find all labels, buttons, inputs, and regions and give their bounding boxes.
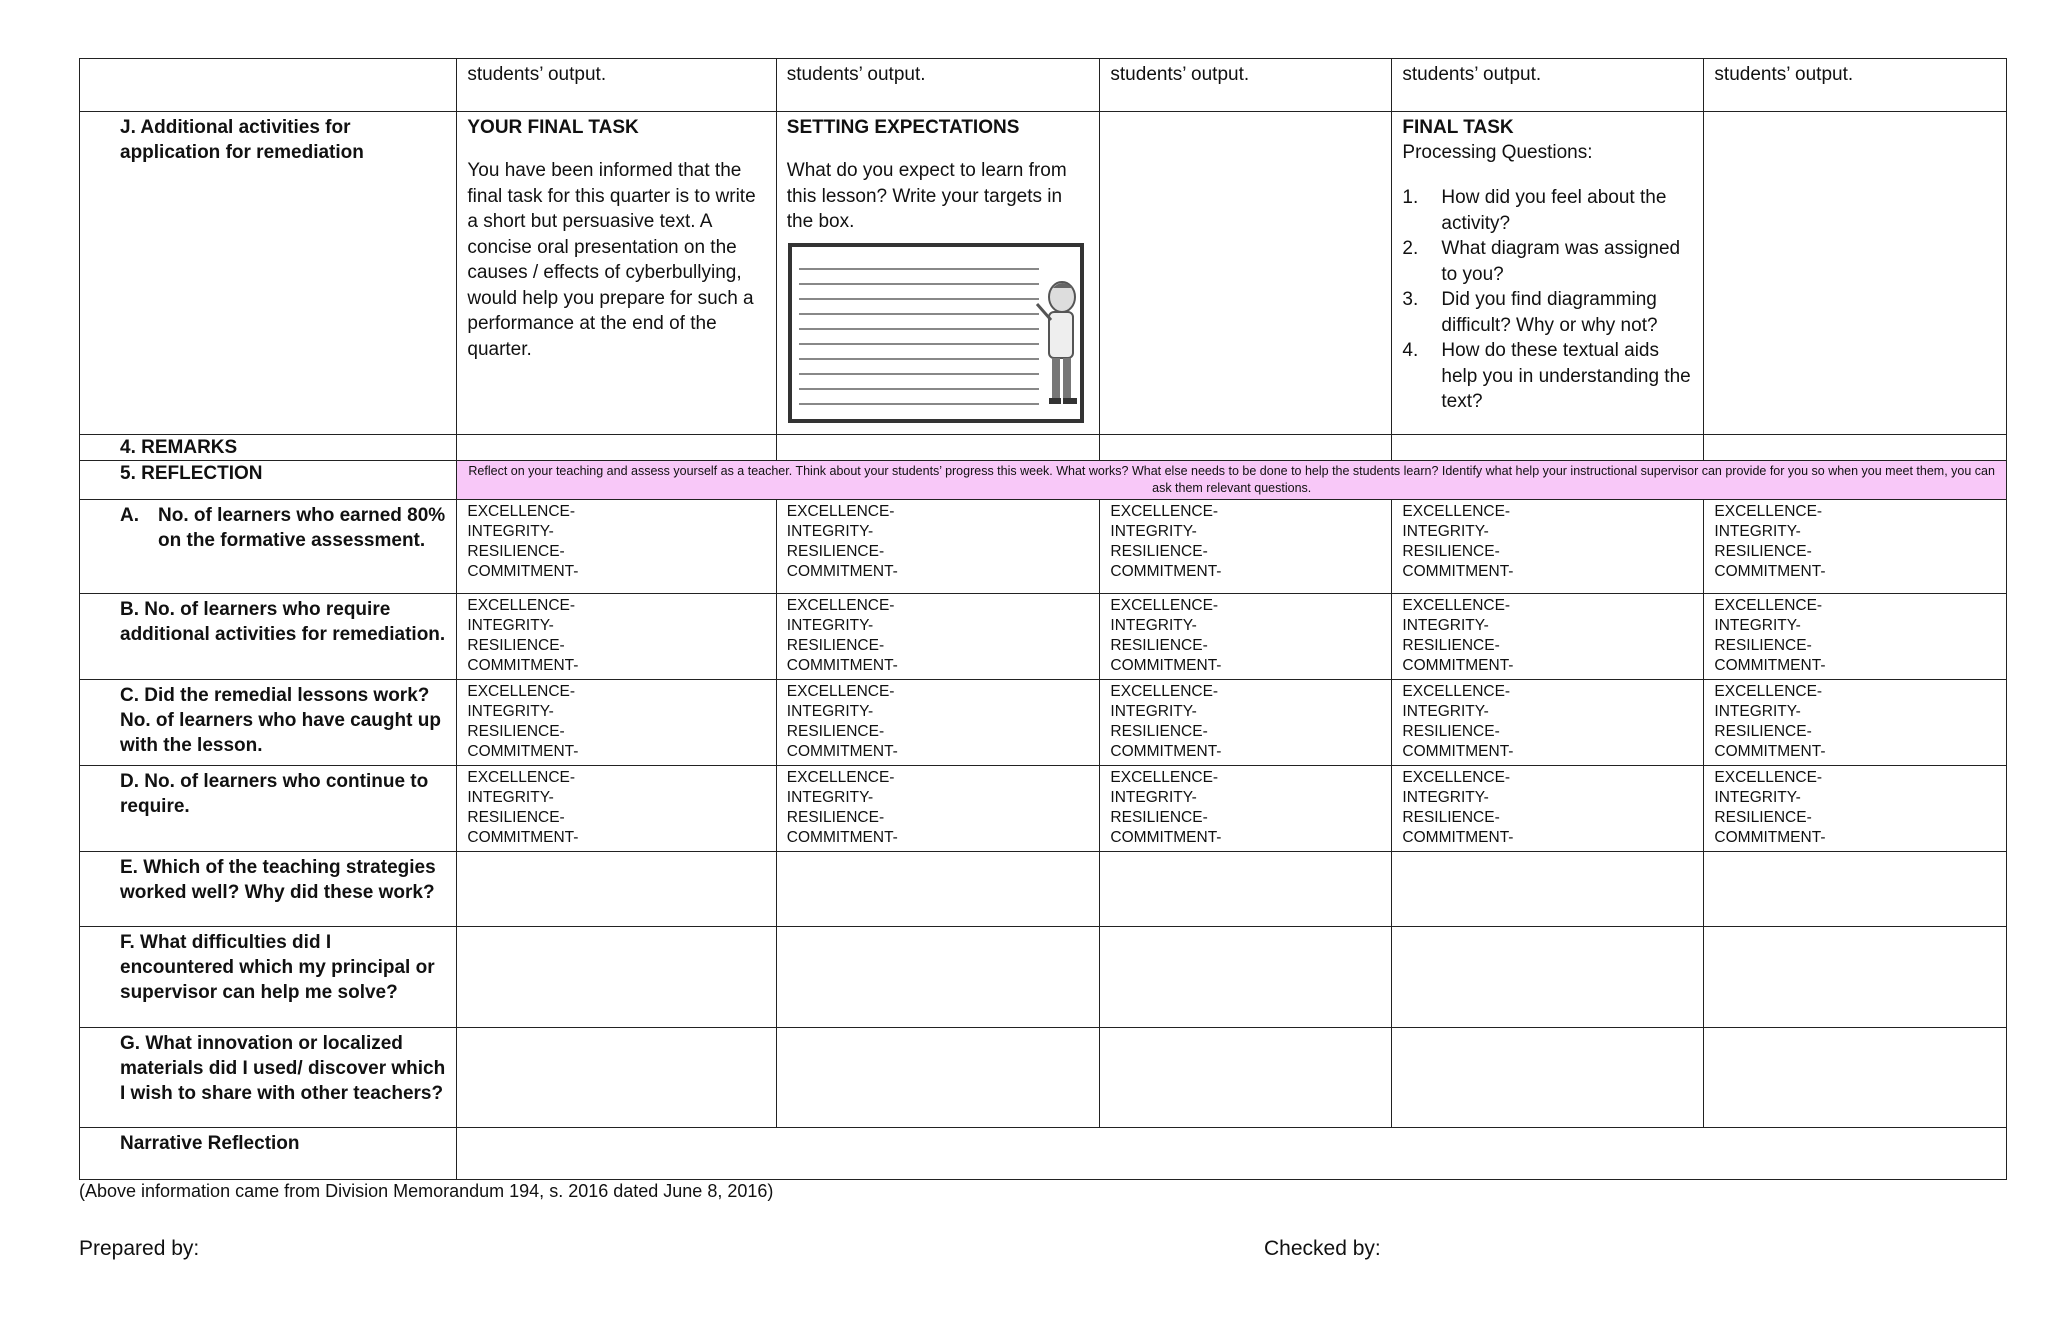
output-cell: students’ output. bbox=[776, 59, 1100, 112]
core-value-line: INTEGRITY- bbox=[1110, 788, 1197, 806]
row-c bbox=[80, 679, 2007, 765]
empty-cell bbox=[457, 851, 776, 926]
row-b bbox=[80, 593, 2007, 679]
values-cell bbox=[1392, 679, 1704, 765]
list-item: 4. How do these textual aids help you in understanding the text? bbox=[1402, 340, 1691, 412]
students-output-row bbox=[80, 59, 2007, 112]
core-value-line: INTEGRITY- bbox=[467, 702, 554, 720]
list-item: 2. What diagram was assigned to you? bbox=[1402, 238, 1681, 285]
core-value-line: INTEGRITY- bbox=[786, 616, 874, 634]
values-cell bbox=[1392, 593, 1704, 679]
empty-cell bbox=[776, 434, 1100, 460]
core-value-line: RESILIENCE- bbox=[1110, 542, 1208, 560]
core-value-line: EXCELLENCE- bbox=[467, 768, 576, 786]
core-value-line: RESILIENCE- bbox=[786, 722, 885, 740]
output-cell: students’ output. bbox=[1392, 59, 1704, 112]
core-value-line: EXCELLENCE- bbox=[1714, 596, 1823, 614]
values-cell bbox=[1100, 499, 1392, 593]
row-label-empty bbox=[80, 59, 457, 112]
core-value-line: COMMITMENT- bbox=[467, 656, 579, 674]
core-value-line: EXCELLENCE- bbox=[1714, 682, 1823, 700]
empty-cell bbox=[1704, 434, 2007, 460]
values-cell bbox=[1392, 499, 1704, 593]
values-cell bbox=[1704, 679, 2007, 765]
empty-cell bbox=[1100, 1027, 1392, 1127]
core-value-line: COMMITMENT- bbox=[786, 828, 898, 846]
empty-cell bbox=[1704, 112, 2007, 435]
row-e-label: E. Which of the teaching strategies worked well? Why did these work? bbox=[80, 851, 457, 926]
empty-cell bbox=[457, 926, 776, 1027]
core-value-line: INTEGRITY- bbox=[1110, 522, 1197, 540]
empty-cell bbox=[1392, 434, 1704, 460]
core-value-line: INTEGRITY- bbox=[1402, 616, 1489, 634]
core-value-line: COMMITMENT- bbox=[1714, 656, 1826, 674]
core-value-line: INTEGRITY- bbox=[1402, 788, 1489, 806]
remarks-label: 4. REMARKS bbox=[80, 434, 457, 460]
final-task-text: You have been informed that the final task for this quarter is to write a short but persuasive text. A concise oral presentation on the causes / effects of cyberbullying, would help you prepare for such a performance at the end of the quarter. bbox=[467, 160, 756, 360]
core-value-line: RESILIENCE- bbox=[1402, 808, 1500, 826]
core-value-line: COMMITMENT- bbox=[786, 656, 898, 674]
core-value-line: COMMITMENT- bbox=[1714, 828, 1826, 846]
row-g bbox=[80, 1027, 2007, 1127]
core-value-line: COMMITMENT- bbox=[1110, 562, 1222, 580]
values-cell bbox=[457, 593, 776, 679]
empty-cell bbox=[457, 434, 776, 460]
core-value-line: RESILIENCE- bbox=[786, 808, 885, 826]
core-value-line: EXCELLENCE- bbox=[467, 682, 576, 700]
core-value-line: INTEGRITY- bbox=[1402, 702, 1489, 720]
core-value-line: COMMITMENT- bbox=[467, 562, 579, 580]
additional-activities-label: J. Additional activities for application for remediation bbox=[80, 112, 457, 435]
core-value-line: INTEGRITY- bbox=[1110, 616, 1197, 634]
core-value-line: COMMITMENT- bbox=[1402, 828, 1514, 846]
core-value-line: RESILIENCE- bbox=[467, 636, 565, 654]
row-f-label: F. What difficulties did I encountered which my principal or supervisor can help me solve? bbox=[80, 926, 457, 1027]
row-d-label: D. No. of learners who continue to require. bbox=[80, 765, 457, 851]
core-value-line: RESILIENCE- bbox=[467, 722, 565, 740]
core-value-line: COMMITMENT- bbox=[1110, 656, 1222, 674]
core-value-line: RESILIENCE- bbox=[1714, 542, 1812, 560]
reflection-row bbox=[80, 460, 2007, 499]
core-value-line: INTEGRITY- bbox=[1714, 522, 1801, 540]
empty-cell bbox=[776, 926, 1100, 1027]
core-value-line: EXCELLENCE- bbox=[1714, 768, 1823, 786]
core-value-line: COMMITMENT- bbox=[1402, 562, 1514, 580]
values-cell bbox=[1100, 593, 1392, 679]
row-e bbox=[80, 851, 2007, 926]
core-value-line: EXCELLENCE- bbox=[1110, 768, 1219, 786]
core-value-line: INTEGRITY- bbox=[1714, 788, 1801, 806]
core-value-line: INTEGRITY- bbox=[467, 616, 554, 634]
values-cell bbox=[457, 499, 776, 593]
output-cell: students’ output. bbox=[457, 59, 776, 112]
final-task-heading: FINAL TASK bbox=[1402, 117, 1514, 138]
core-value-line: EXCELLENCE- bbox=[467, 502, 576, 520]
core-value-line: COMMITMENT- bbox=[1402, 656, 1514, 674]
processing-questions-title: Processing Questions: bbox=[1402, 142, 1593, 163]
row-c-label: C. Did the remedial lessons work? No. of learners who have caught up with the lesson. bbox=[80, 679, 457, 765]
values-cell bbox=[776, 499, 1100, 593]
whiteboard-with-teacher-icon bbox=[787, 242, 1089, 424]
core-value-line: COMMITMENT- bbox=[1110, 828, 1222, 846]
core-value-line: EXCELLENCE- bbox=[1402, 596, 1511, 614]
values-cell bbox=[776, 679, 1100, 765]
setting-expectations-title: SETTING EXPECTATIONS bbox=[786, 117, 1020, 138]
values-cell bbox=[776, 765, 1100, 851]
setting-expectations-cell bbox=[776, 112, 1100, 435]
core-value-line: EXCELLENCE- bbox=[467, 596, 576, 614]
row-g-label: G. What innovation or localized materials did I used/ discover which I wish to share with other teachers? bbox=[80, 1027, 457, 1127]
core-value-line: RESILIENCE- bbox=[786, 636, 885, 654]
prepared-by-label: Prepared by: bbox=[79, 1237, 200, 1260]
empty-cell bbox=[1100, 926, 1392, 1027]
core-value-line: EXCELLENCE- bbox=[786, 596, 895, 614]
core-value-line: RESILIENCE- bbox=[1402, 636, 1500, 654]
core-value-line: EXCELLENCE- bbox=[1714, 502, 1823, 520]
output-cell: students’ output. bbox=[1704, 59, 2007, 112]
empty-cell bbox=[776, 851, 1100, 926]
core-value-line: EXCELLENCE- bbox=[1110, 682, 1219, 700]
values-cell bbox=[1704, 499, 2007, 593]
empty-cell bbox=[1392, 1027, 1704, 1127]
core-value-line: EXCELLENCE- bbox=[786, 768, 895, 786]
core-value-line: INTEGRITY- bbox=[786, 788, 874, 806]
checked-by-label: Checked by: bbox=[1264, 1237, 1381, 1260]
core-value-line: COMMITMENT- bbox=[467, 742, 579, 760]
core-value-line: RESILIENCE- bbox=[1402, 722, 1500, 740]
core-value-line: RESILIENCE- bbox=[1714, 808, 1812, 826]
empty-cell bbox=[776, 1027, 1100, 1127]
writing-board-illustration bbox=[787, 242, 1090, 431]
core-value-line: INTEGRITY- bbox=[786, 522, 874, 540]
narrative-cell bbox=[457, 1127, 2007, 1179]
empty-cell bbox=[1704, 851, 2007, 926]
core-value-line: EXCELLENCE- bbox=[1402, 768, 1511, 786]
core-value-line: COMMITMENT- bbox=[786, 742, 898, 760]
core-value-line: RESILIENCE- bbox=[1110, 722, 1208, 740]
values-cell bbox=[1392, 765, 1704, 851]
core-value-line: EXCELLENCE- bbox=[1402, 502, 1511, 520]
empty-cell bbox=[1392, 926, 1704, 1027]
core-value-line: EXCELLENCE- bbox=[786, 502, 895, 520]
values-cell bbox=[1100, 765, 1392, 851]
core-value-line: RESILIENCE- bbox=[1110, 636, 1208, 654]
empty-cell bbox=[1100, 851, 1392, 926]
footnote: (Above information came from Division Memorandum 194, s. 2016 dated June 8, 2016) bbox=[79, 1181, 774, 1201]
values-cell bbox=[1704, 593, 2007, 679]
row-f bbox=[80, 926, 2007, 1027]
core-value-line: INTEGRITY- bbox=[786, 702, 874, 720]
core-value-line: INTEGRITY- bbox=[1714, 702, 1801, 720]
processing-questions-list bbox=[1402, 185, 1693, 415]
list-item: 1. How did you feel about the activity? bbox=[1402, 187, 1667, 234]
additional-activities-row bbox=[80, 112, 2007, 435]
list-item: 3. Did you find diagramming difficult? Why or why not? bbox=[1402, 289, 1658, 336]
dll-table bbox=[79, 58, 2007, 1180]
empty-cell bbox=[457, 1027, 776, 1127]
core-value-line: EXCELLENCE- bbox=[786, 682, 895, 700]
row-b-label: B. No. of learners who require additional activities for remediation. bbox=[80, 593, 457, 679]
core-value-line: EXCELLENCE- bbox=[1402, 682, 1511, 700]
empty-cell bbox=[1704, 1027, 2007, 1127]
core-value-line: EXCELLENCE- bbox=[1110, 596, 1219, 614]
row-a bbox=[80, 499, 2007, 593]
core-value-line: INTEGRITY- bbox=[467, 788, 554, 806]
core-value-line: INTEGRITY- bbox=[1402, 522, 1489, 540]
narrative-row bbox=[80, 1127, 2007, 1179]
reflection-instructions: Reflect on your teaching and assess yourself as a teacher. Think about your students’ progress this week. What works? What else needs to be done to help the students learn? Identify what help your instructional supervisor can provide for you so when you meet them, you can ask them relevant questions. bbox=[457, 460, 2007, 499]
values-cell bbox=[1100, 679, 1392, 765]
processing-questions-cell bbox=[1392, 112, 1704, 435]
core-value-line: RESILIENCE- bbox=[467, 808, 565, 826]
core-value-line: COMMITMENT- bbox=[1402, 742, 1514, 760]
output-cell: students’ output. bbox=[1100, 59, 1392, 112]
reflection-label: 5. REFLECTION bbox=[80, 460, 457, 499]
core-value-line: RESILIENCE- bbox=[1402, 542, 1500, 560]
core-value-line: INTEGRITY- bbox=[1714, 616, 1801, 634]
row-a-label: A. No. of learners who earned 80% on the formative assessment. bbox=[80, 499, 457, 593]
values-cell bbox=[457, 679, 776, 765]
values-cell bbox=[1704, 765, 2007, 851]
values-cell bbox=[457, 765, 776, 851]
empty-cell bbox=[1392, 851, 1704, 926]
core-value-line: RESILIENCE- bbox=[467, 542, 565, 560]
final-task-title: YOUR FINAL TASK bbox=[467, 117, 639, 138]
core-value-line: INTEGRITY- bbox=[467, 522, 554, 540]
empty-cell bbox=[1100, 112, 1392, 435]
setting-expectations-text: What do you expect to learn from this lesson? Write your targets in the box. bbox=[786, 160, 1067, 232]
core-value-line: RESILIENCE- bbox=[1714, 722, 1812, 740]
core-value-line: INTEGRITY- bbox=[1110, 702, 1197, 720]
core-value-line: COMMITMENT- bbox=[467, 828, 579, 846]
core-value-line: COMMITMENT- bbox=[1110, 742, 1222, 760]
narrative-label: Narrative Reflection bbox=[80, 1127, 457, 1179]
row-d bbox=[80, 765, 2007, 851]
final-task-cell bbox=[457, 112, 776, 435]
empty-cell bbox=[1704, 926, 2007, 1027]
core-value-line: RESILIENCE- bbox=[1714, 636, 1812, 654]
core-value-line: RESILIENCE- bbox=[1110, 808, 1208, 826]
values-cell bbox=[776, 593, 1100, 679]
core-value-line: EXCELLENCE- bbox=[1110, 502, 1219, 520]
core-value-line: RESILIENCE- bbox=[786, 542, 885, 560]
core-value-line: COMMITMENT- bbox=[786, 562, 898, 580]
core-value-line: COMMITMENT- bbox=[1714, 562, 1826, 580]
empty-cell bbox=[1100, 434, 1392, 460]
core-value-line: COMMITMENT- bbox=[1714, 742, 1826, 760]
remarks-row bbox=[80, 434, 2007, 460]
